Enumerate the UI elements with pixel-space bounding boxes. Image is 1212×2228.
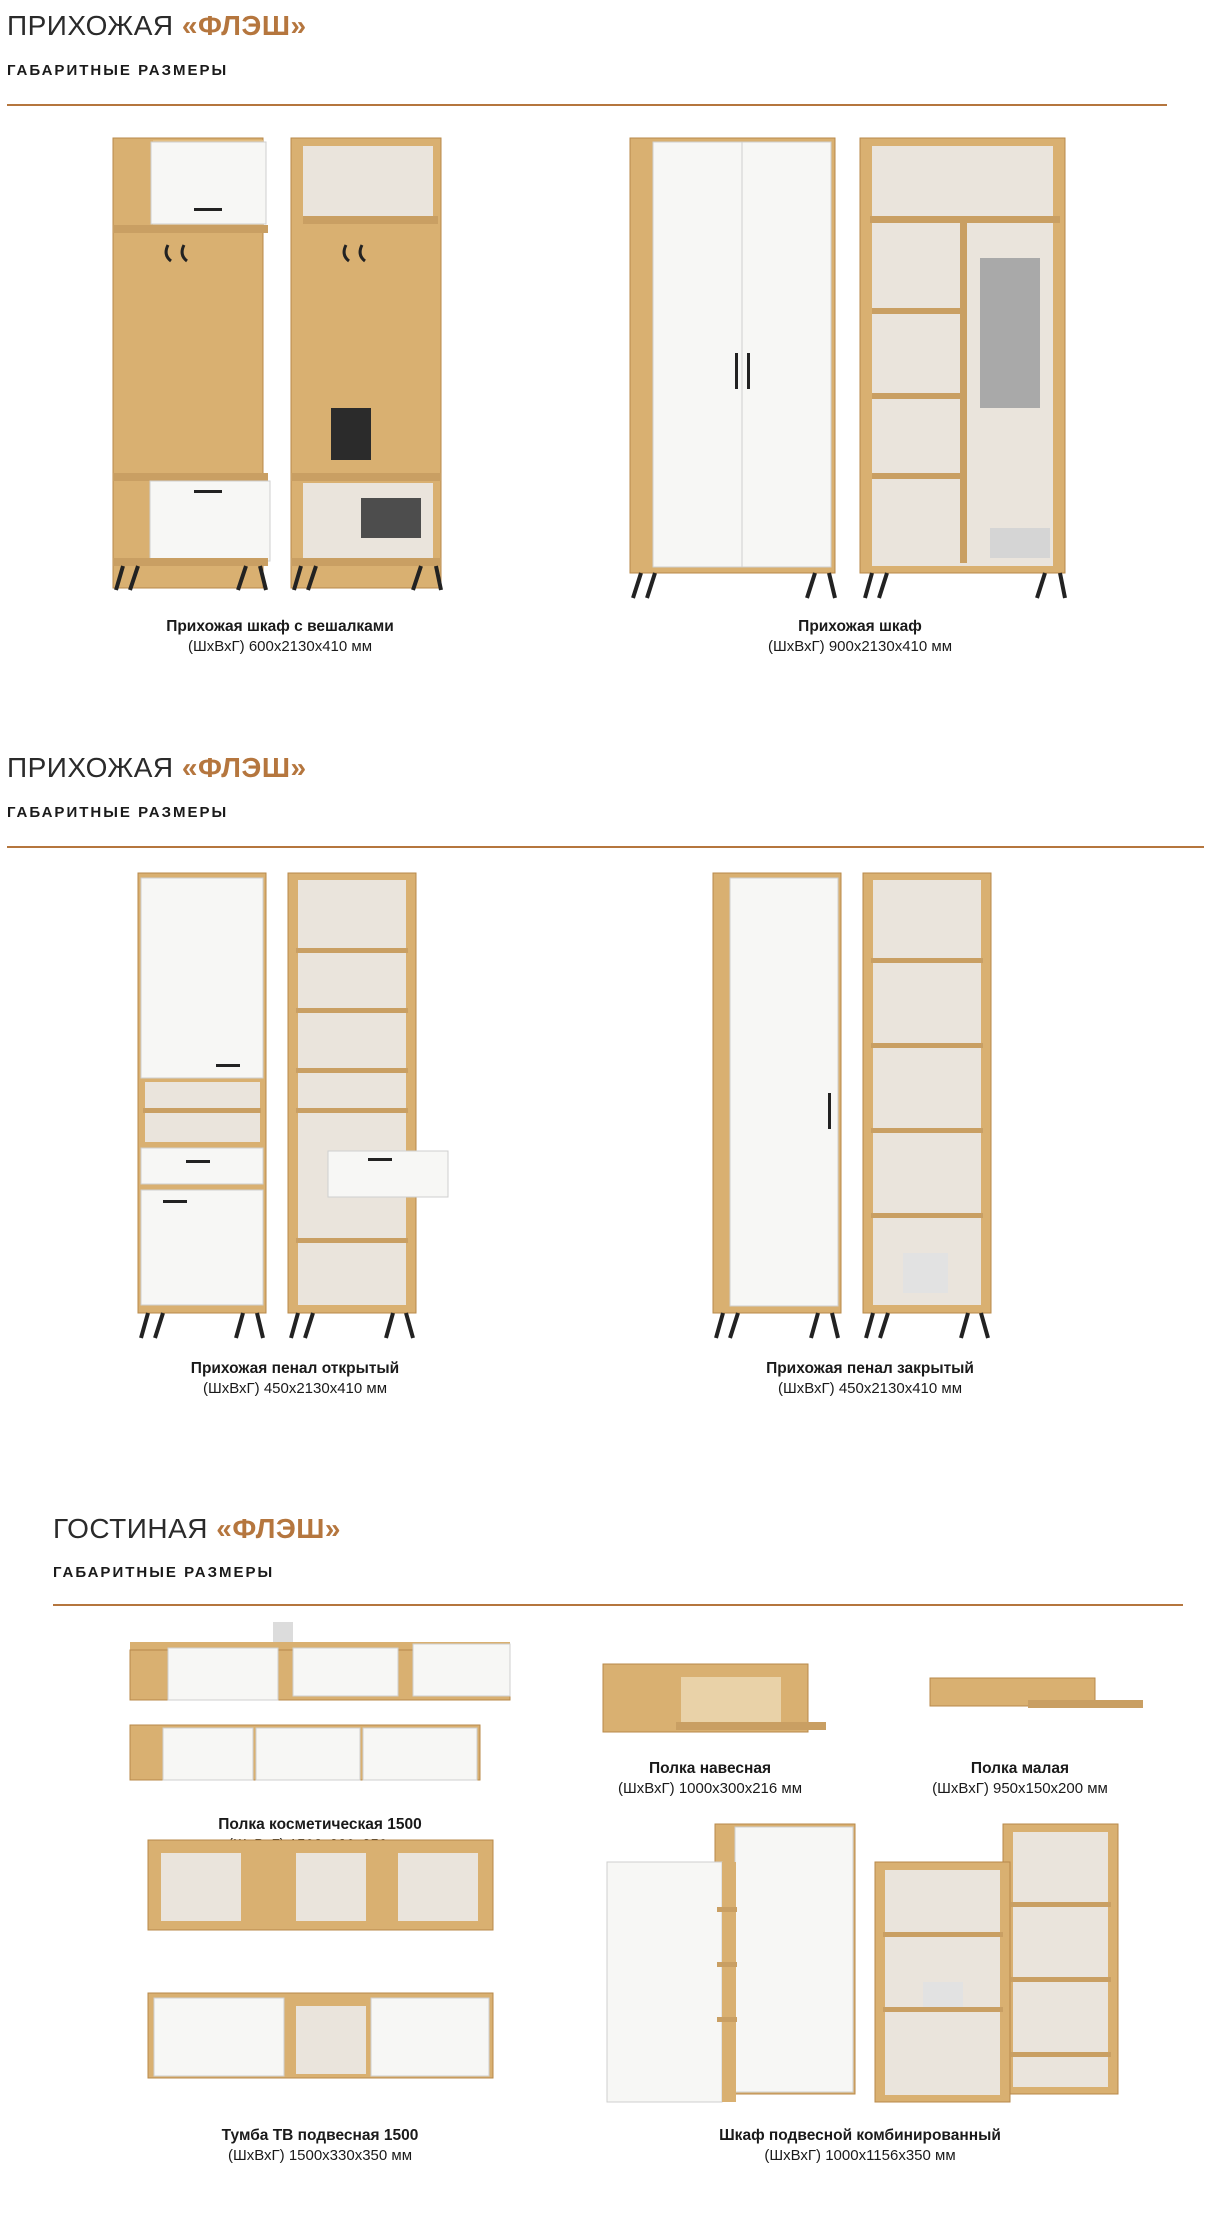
product-name: Полка малая: [970, 1760, 1070, 1777]
product-caption: [110, 616, 450, 657]
product-dimensions: (ШхВхГ) 450х2130х410 мм: [202, 1380, 388, 1397]
product-dimensions: (ШхВхГ) 950х150х200 мм: [932, 1780, 1108, 1797]
section-1-subtitle: ГАБАРИТНЫЕ РАЗМЕРЫ: [7, 62, 229, 79]
product-caption: [690, 2125, 1030, 2166]
product-caption: [570, 1758, 850, 1799]
product-caption: [125, 1358, 465, 1399]
section-3-subtitle: ГАБАРИТНЫЕ РАЗМЕРЫ: [53, 1564, 275, 1581]
product-caption: [690, 616, 1030, 657]
product-name: Прихожая пенал открытый: [190, 1360, 400, 1377]
product-dimensions: (ШхВхГ) 1000х1156х350 мм: [764, 2147, 956, 2164]
product-name: Шкаф подвесной комбинированный: [719, 2127, 1001, 2144]
section-1-title: [7, 10, 307, 42]
product-name: Прихожая пенал закрытый: [766, 1360, 974, 1377]
combined-hanging-cabinet-image: [605, 1822, 1120, 2112]
small-shelf-image: [928, 1676, 1148, 1716]
hallway-cabinet-hangers-image: [108, 128, 448, 598]
product-dimensions: (ШхВхГ) 1500х330х350 мм: [227, 2147, 413, 2164]
product-name: Прихожая шкаф с вешалками: [166, 618, 394, 635]
section-title-brand: «ФЛЭШ»: [181, 752, 307, 783]
section-3-divider: [53, 1604, 1183, 1606]
section-title-plain: ГОСТИНАЯ: [53, 1513, 217, 1544]
product-dimensions: (ШхВхГ) 1000х300х216 мм: [617, 1780, 803, 1797]
hallway-wardrobe-image: [625, 128, 1075, 598]
section-1-divider: [7, 104, 1167, 106]
product-dimensions: (ШхВхГ) 600х2130х410 мм: [187, 638, 373, 655]
section-title-brand: «ФЛЭШ»: [181, 10, 307, 41]
product-caption: [150, 2125, 490, 2166]
product-name: Прихожая шкаф: [798, 618, 922, 635]
product-caption: [880, 1758, 1160, 1799]
section-2-divider: [7, 846, 1204, 848]
section-title-plain: ПРИХОЖАЯ: [7, 10, 182, 41]
section-3-title: [53, 1513, 341, 1545]
section-2-subtitle: ГАБАРИТНЫЕ РАЗМЕРЫ: [7, 804, 229, 821]
tv-stand-image: [146, 1838, 501, 2088]
product-dimensions: (ШхВхГ) 900х2130х410 мм: [767, 638, 953, 655]
product-name: Тумба ТВ подвесная 1500: [221, 2127, 419, 2144]
section-title-plain: ПРИХОЖАЯ: [7, 752, 182, 783]
product-dimensions: (ШхВхГ) 450х2130х410 мм: [777, 1380, 963, 1397]
section-title-brand: «ФЛЭШ»: [216, 1513, 341, 1544]
product-name: Полка навесная: [648, 1760, 772, 1777]
hanging-shelf-image: [601, 1662, 831, 1742]
cosmetic-shelf-image: [128, 1620, 518, 1805]
section-2-title: [7, 752, 307, 784]
pencil-case-open-image: [133, 868, 453, 1343]
product-caption: [700, 1358, 1040, 1399]
product-name: Полка косметическая 1500: [218, 1816, 422, 1833]
pencil-case-closed-image: [708, 868, 1008, 1343]
